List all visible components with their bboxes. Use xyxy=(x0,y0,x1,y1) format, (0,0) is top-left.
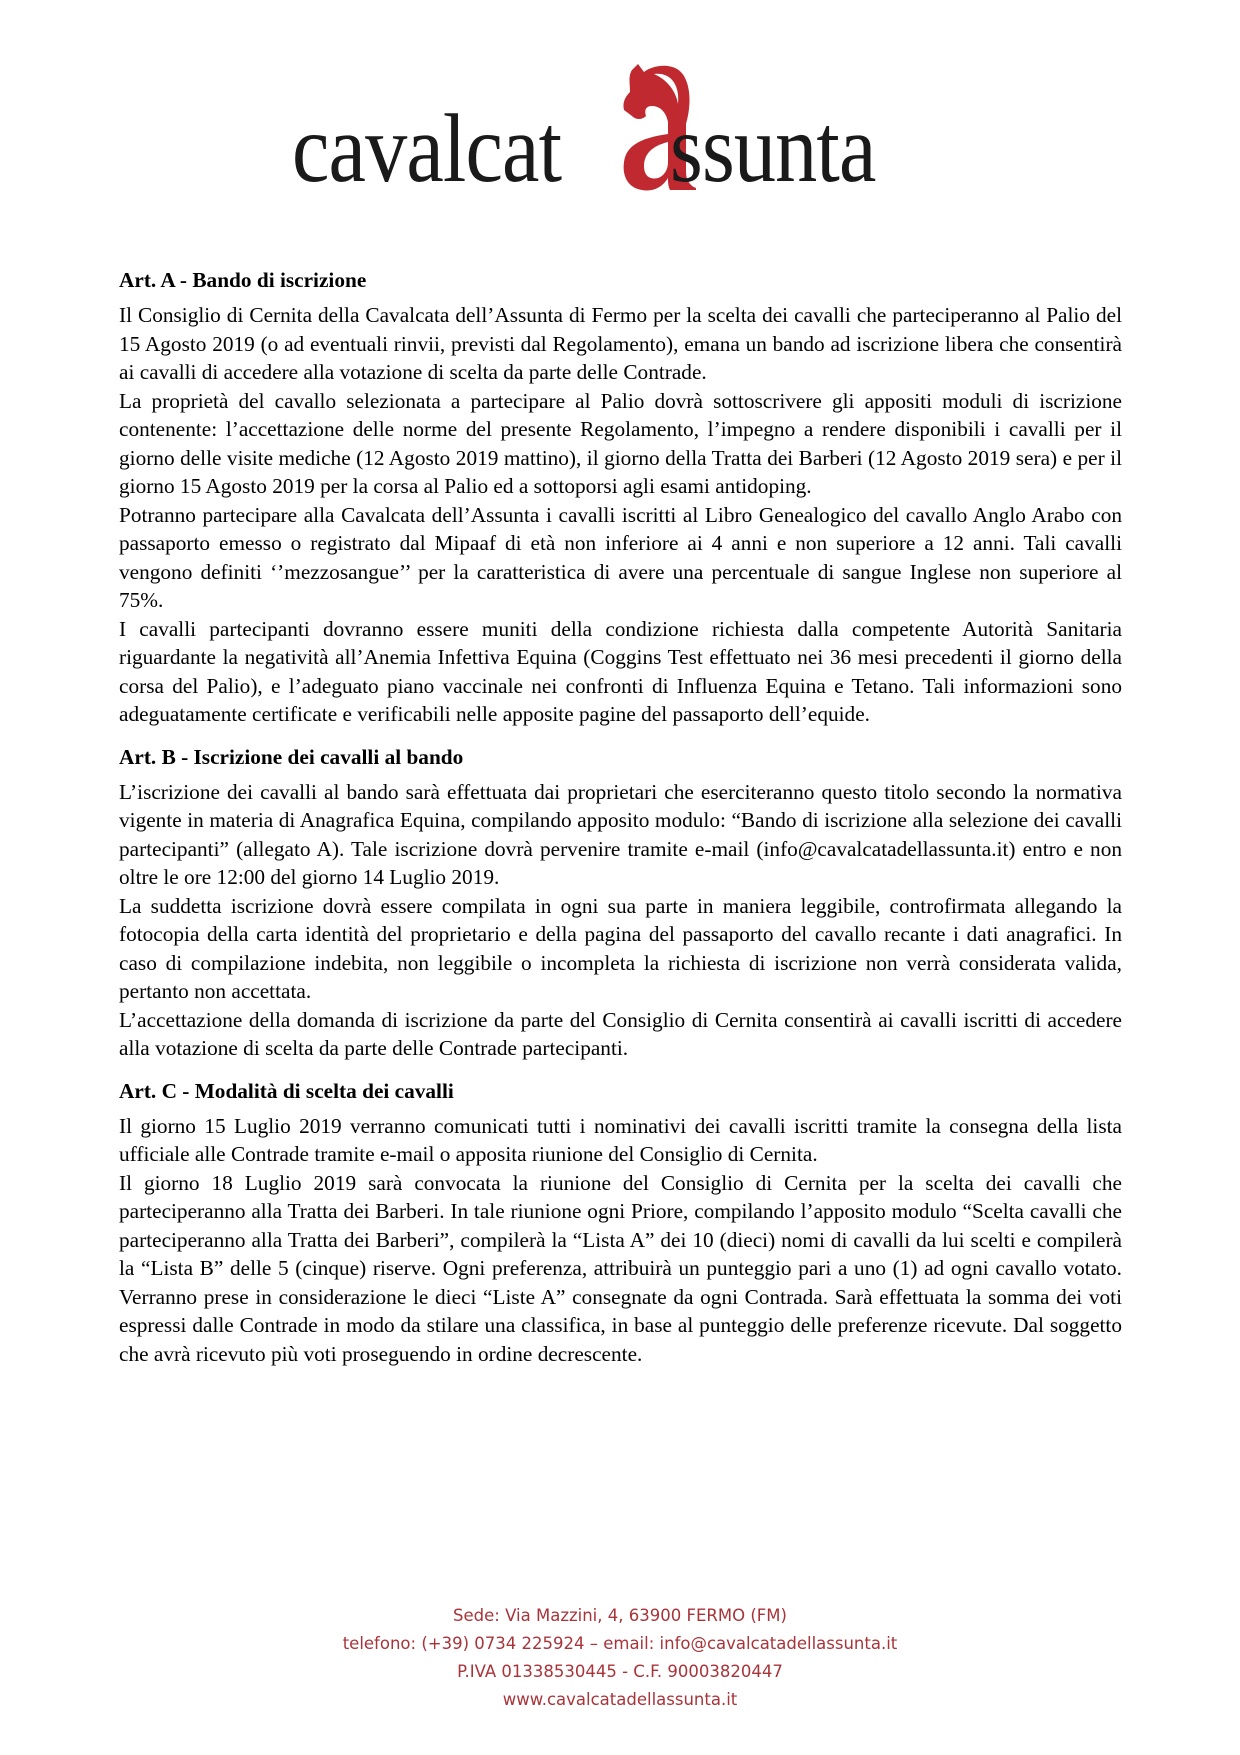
paragraph: Potranno partecipare alla Cavalcata dell’Assunta i cavalli iscritti al Libro Genealogico del cavallo Anglo Arabo con passaporto emesso o registrato dal Mipaaf di età non inferiore ai 4 anni e non superiore a 12 anni. Tali cavalli vengono definiti ‘’mezzosangue’’ per la caratteristica di avere una percentuale di sangue Inglese non superiore al 75%. xyxy=(119,502,1122,612)
logo-text-right: ssunta xyxy=(670,95,876,203)
paragraph: L’accettazione della domanda di iscrizione da parte del Consiglio di Cernita consentirà ai cavalli iscritti di accedere alla votazione di scelta da parte delle Contrade partecipanti. xyxy=(119,1007,1122,1060)
footer-address: Sede: Via Mazzini, 4, 63900 FERMO (FM) xyxy=(453,1606,787,1625)
paragraph: I cavalli partecipanti dovranno essere muniti della condizione richiesta dalla competente Autorità Sanitaria riguardante la negatività all’Anemia Infettiva Equina (Coggins Test effettuato nei 36 mesi precedenti il giorno della corsa del Palio), e l’adeguato piano vaccinale nei confronti di Influenza Equina e Tetano. Tali informazioni sono adeguatamente certificate e verificabili nelle apposite pagine del passaporto dell’equide. xyxy=(119,616,1122,726)
document-body xyxy=(119,266,1122,1382)
footer-website-link[interactable]: www.cavalcatadellassunta.it xyxy=(502,1690,738,1709)
paragraph: L’iscrizione dei cavalli al bando sarà effettuata dai proprietari che eserciteranno questo titolo secondo la normativa vigente in materia di Anagrafica Equina, compilando apposito modulo: “Bando di iscrizione alla selezione dei cavalli partecipanti” (allegato A). Tale iscrizione dovrà pervenire tramite e-mail (info@cavalcatadellassunta.it) entro e non oltre le ore 12:00 del giorno 14 Luglio 2019. xyxy=(119,779,1122,889)
paragraph: Il Consiglio di Cernita della Cavalcata dell’Assunta di Fermo per la scelta dei cavalli che parteciperanno al Palio del 15 Agosto 2019 (o ad eventuali rinvii, previsti dal Regolamento), emana un bando ad iscrizione libera che consentirà ai cavalli di accedere alla votazione di scelta da parte delle Contrade. xyxy=(119,303,1122,384)
article-c xyxy=(119,1077,1122,1369)
article-heading: Art. A - Bando di iscrizione xyxy=(119,268,367,292)
article-b xyxy=(119,743,1122,1063)
paragraph: Il giorno 18 Luglio 2019 sarà convocata la riunione del Consiglio di Cernita per la scelta dei cavalli che parteciperanno alla Tratta dei Barberi. In tale riunione ogni Priore, compilando l’apposito modulo “Scelta cavalli che parteciperanno alla Tratta dei Barberi”, compilerà la “Lista A” dei 10 (dieci) nomi di cavalli da lui scelti e compilerà la “Lista B” delle 5 (cinque) riserve. Ogni preferenza, attribuirà un punteggio pari a uno (1) ad ogni cavallo votato. Verranno prese in considerazione le dieci “Liste A” consegnate da ogni Contrada. Sarà effettuata la somma dei voti espressi dalle Contrade in modo da stilare una classifica, in base al punteggio delle preferenze ricevute. Dal soggetto che avrà ricevuto più voti proseguendo in ordine decrescente. xyxy=(119,1170,1122,1366)
cavalcata-assunta-logo xyxy=(292,62,952,203)
paragraph: Il giorno 15 Luglio 2019 verranno comunicati tutti i nominativi dei cavalli iscritti tramite la consegna della lista ufficiale alle Contrade tramite e-mail o apposita riunione del Consiglio di Cernita. xyxy=(119,1113,1122,1166)
paragraph: La proprietà del cavallo selezionata a partecipare al Palio dovrà sottoscrivere gli appositi moduli di iscrizione contenente: l’accettazione delle norme del presente Regolamento, l’impegno a rendere disponibili i cavalli per il giorno delle visite mediche (12 Agosto 2019 mattino), il giorno della Tratta dei Barberi (12 Agosto 2019 sera) e per il giorno 15 Agosto 2019 per la corsa al Palio ed a sottoporsi agli esami antidoping. xyxy=(119,388,1122,498)
footer-tax-ids: P.IVA 01338530445 - C.F. 90003820447 xyxy=(457,1662,783,1681)
letterhead-footer xyxy=(0,1602,1240,1714)
logo-text-left: cavalcat xyxy=(292,95,562,203)
article-a xyxy=(119,266,1122,729)
footer-contact: telefono: (+39) 0734 225924 – email: info@cavalcatadellassunta.it xyxy=(342,1634,898,1653)
article-heading: Art. B - Iscrizione dei cavalli al bando xyxy=(119,744,464,769)
paragraph: La suddetta iscrizione dovrà essere compilata in ogni sua parte in maniera leggibile, controfirmata allegando la fotocopia della carta identità del proprietario e della pagina del passaporto del cavallo recante i dati anagrafici. In caso di compilazione indebita, non leggibile o incompleta la richiesta di iscrizione non verrà considerata valida, pertanto non accettata. xyxy=(119,893,1122,1003)
article-heading: Art. C - Modalità di scelta dei cavalli xyxy=(119,1078,454,1103)
